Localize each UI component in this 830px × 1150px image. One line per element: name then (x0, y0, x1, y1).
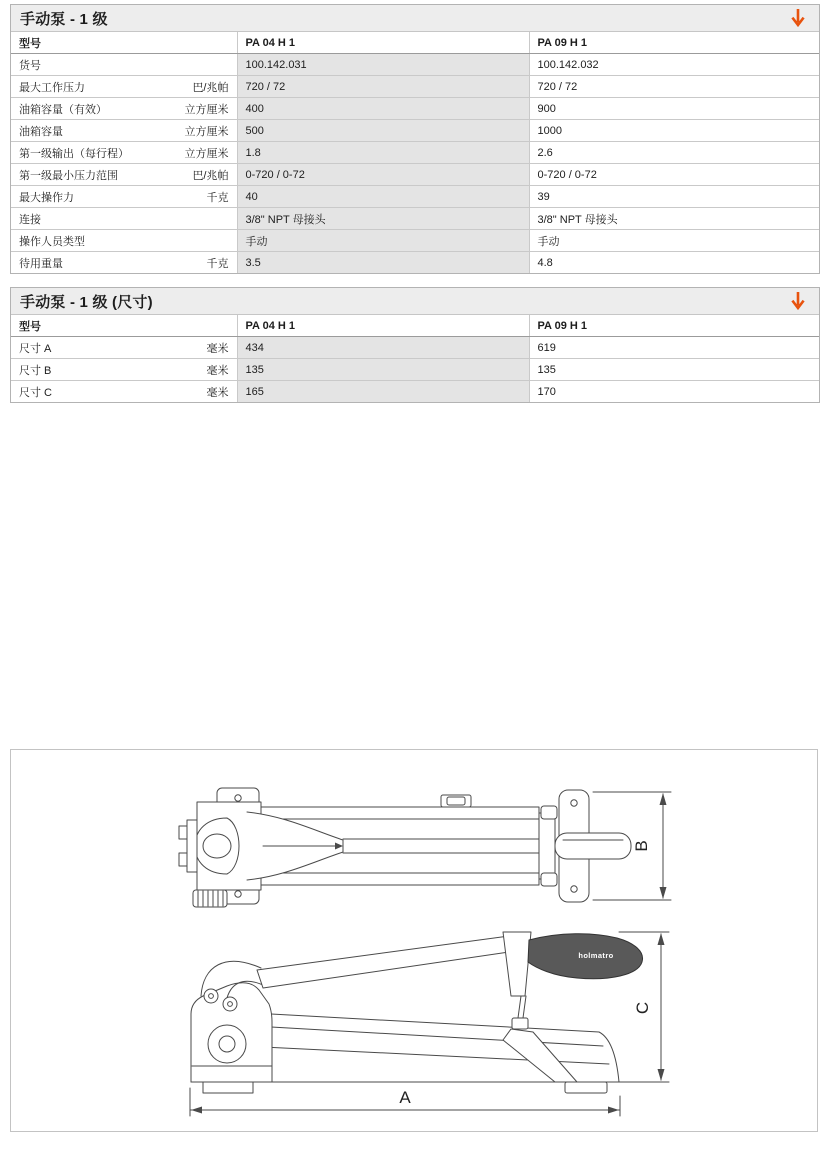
row-label-cell (11, 98, 237, 120)
table-row (11, 164, 819, 186)
row-unit: 巴/兆帕 (192, 81, 229, 94)
spec-table-performance (10, 4, 820, 274)
row-label: 尺寸 B (19, 364, 52, 377)
value-pa09: 135 (529, 359, 819, 381)
row-label: 连接 (19, 213, 41, 226)
value-pa04: 0-720 / 0-72 (237, 164, 529, 186)
row-label: 最大操作力 (19, 191, 74, 204)
row-unit: 立方厘米 (184, 125, 229, 138)
table-row (11, 142, 819, 164)
row-unit: 巴/兆帕 (192, 169, 229, 182)
header-model-label: 型号 (11, 32, 237, 54)
row-label-cell (11, 208, 237, 230)
header-model-pa04: PA 04 H 1 (237, 315, 529, 337)
row-label: 油箱容量 (19, 125, 63, 138)
value-pa04: 手动 (237, 230, 529, 252)
table-row (11, 337, 819, 359)
section-title: 手动泵 - 1 级 (20, 10, 108, 28)
header-model-pa09: PA 09 H 1 (529, 315, 819, 337)
side-view-drawing (191, 932, 643, 1093)
section-header-dimensions (11, 288, 819, 315)
row-label-cell (11, 252, 237, 274)
table-header-row (11, 315, 819, 337)
spec-table-dimensions (10, 287, 820, 403)
row-label-cell (11, 164, 237, 186)
value-pa09: 720 / 72 (529, 76, 819, 98)
row-label: 最大工作压力 (19, 81, 85, 94)
table-row (11, 54, 819, 76)
value-pa04: 3.5 (237, 252, 529, 274)
value-pa09: 170 (529, 381, 819, 403)
value-pa09: 100.142.032 (529, 54, 819, 76)
value-pa09: 619 (529, 337, 819, 359)
brand-label: holmatro (578, 951, 614, 960)
table-row (11, 98, 819, 120)
row-label-cell (11, 230, 237, 252)
value-pa04: 1.8 (237, 142, 529, 164)
value-pa09: 0-720 / 0-72 (529, 164, 819, 186)
table-row (11, 186, 819, 208)
value-pa04: 500 (237, 120, 529, 142)
table-row (11, 230, 819, 252)
value-pa09: 3/8" NPT 母接头 (529, 208, 819, 230)
row-label: 油箱容量（有效） (19, 103, 107, 116)
value-pa09: 900 (529, 98, 819, 120)
value-pa04: 165 (237, 381, 529, 403)
value-pa09: 4.8 (529, 252, 819, 274)
row-label-cell (11, 142, 237, 164)
value-pa04: 3/8" NPT 母接头 (237, 208, 529, 230)
table-row (11, 381, 819, 403)
section-title: 手动泵 - 1 级 (尺寸) (20, 293, 153, 311)
row-label-cell (11, 381, 237, 403)
section-header-performance (11, 5, 819, 32)
row-label-cell (11, 186, 237, 208)
header-model-label: 型号 (11, 315, 237, 337)
value-pa09: 2.6 (529, 142, 819, 164)
dimensions-diagram (10, 749, 818, 1132)
table-row (11, 120, 819, 142)
row-label: 尺寸 A (19, 342, 52, 355)
row-unit: 千克 (206, 257, 229, 270)
row-label: 第一级输出（每行程） (19, 147, 129, 160)
value-pa04: 400 (237, 98, 529, 120)
table-row (11, 76, 819, 98)
row-unit: 毫米 (206, 364, 229, 377)
row-unit: 毫米 (206, 342, 229, 355)
row-unit: 立方厘米 (184, 147, 229, 160)
pump-technical-drawing (11, 750, 817, 1131)
row-label: 尺寸 C (19, 386, 52, 399)
row-unit: 毫米 (206, 386, 229, 399)
dimension-label-c: C (633, 1001, 652, 1015)
row-label-cell (11, 359, 237, 381)
table-row (11, 252, 819, 274)
row-label-cell (11, 120, 237, 142)
row-label: 第一级最小压力范围 (19, 169, 118, 182)
value-pa09: 39 (529, 186, 819, 208)
value-pa04: 720 / 72 (237, 76, 529, 98)
row-label: 货号 (19, 59, 41, 72)
value-pa04: 40 (237, 186, 529, 208)
value-pa04: 434 (237, 337, 529, 359)
dimension-label-b: B (632, 840, 651, 852)
row-label-cell (11, 337, 237, 359)
row-unit: 立方厘米 (184, 103, 229, 116)
row-label-cell (11, 76, 237, 98)
value-pa09: 手动 (529, 230, 819, 252)
download-arrow-icon[interactable] (790, 291, 810, 311)
row-label: 操作人员类型 (19, 235, 85, 248)
table-header-row (11, 32, 819, 54)
download-arrow-icon[interactable] (790, 8, 810, 28)
value-pa04: 100.142.031 (237, 54, 529, 76)
header-model-pa04: PA 04 H 1 (237, 32, 529, 54)
table-row (11, 208, 819, 230)
value-pa04: 135 (237, 359, 529, 381)
row-unit: 千克 (206, 191, 229, 204)
value-pa09: 1000 (529, 120, 819, 142)
top-view-drawing (179, 788, 631, 907)
table-row (11, 359, 819, 381)
row-label-cell (11, 54, 237, 76)
dimension-label-a: A (399, 1088, 411, 1107)
row-label: 待用重量 (19, 257, 63, 270)
dimension-a (190, 1088, 620, 1116)
header-model-pa09: PA 09 H 1 (529, 32, 819, 54)
